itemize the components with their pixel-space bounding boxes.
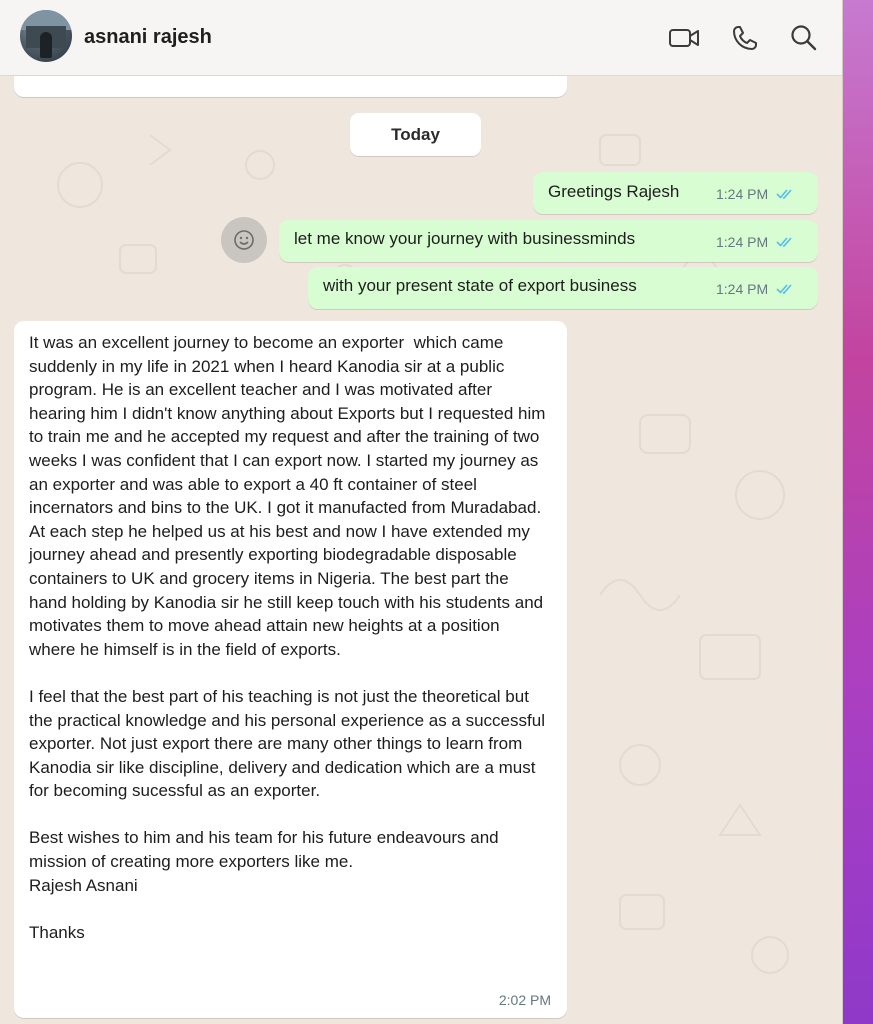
incoming-message-bubble[interactable]: [14, 321, 567, 1018]
contact-avatar[interactable]: [20, 10, 72, 62]
video-call-icon[interactable]: [668, 22, 700, 54]
reaction-emoji-button[interactable]: [221, 217, 267, 263]
message-time: 1:24 PM: [716, 234, 769, 250]
message-text: It was an excellent journey to become an exporter which came suddenly in my life in 2021 when I heard Kanodia sir at a public program. He is an excellent teacher and I was motivated after hearing him I didn't know anything about Exports but I requested him to train me and he accepted my request and after the training of two weeks I was confident that I can export now. I started my journey as an exporter and was able to export a 40 ft container of steel incernators and bins to the UK. I got it manufacted from Muradabad. At each step he helped us at his best and now I have extended my journey ahead and presently exporting biodegradable disposable containers to UK and grocery items in Nigeria. The best part the hand holding by Kanodia sir he still keep touch with his students and motivates them to move ahead attain new heights at a position where he himself is in the field of exports. I feel that the best part of his teaching is not just the theoretical but the practical knowledge and his personal experience as a successful exporter. Not just export there are many other things to learn from Kanodia sir like discipline, delivery and dedication which are a must for becoming sucessful as an exporter. Best wishes to him and his team for his future endeavours and mission of creating more exporters like me. Rajesh Asnani Thanks: [29, 333, 546, 942]
message-time: 2:02 PM: [498, 992, 551, 1008]
message-text: Greetings Rajesh: [548, 182, 680, 201]
message-meta: [716, 281, 796, 298]
search-icon[interactable]: [788, 22, 820, 54]
read-receipt-icon: [776, 187, 796, 203]
message-text: with your present state of export business: [323, 276, 637, 295]
outgoing-message-bubble[interactable]: [308, 267, 818, 309]
message-time: 1:24 PM: [716, 281, 769, 297]
message-text: let me know your journey with businessminds: [294, 229, 636, 248]
outgoing-message-bubble[interactable]: [279, 220, 818, 262]
emoji-icon: [233, 229, 255, 251]
read-receipt-icon: [776, 282, 796, 298]
outgoing-message-bubble[interactable]: [533, 172, 818, 214]
message-list[interactable]: [0, 75, 842, 1024]
chat-header: [0, 0, 842, 76]
message-meta: [716, 234, 796, 251]
date-divider: Today: [350, 113, 481, 156]
contact-name[interactable]: asnani rajesh: [84, 26, 212, 48]
message-meta: [716, 186, 796, 203]
read-receipt-icon: [776, 235, 796, 251]
message-time: 1:24 PM: [716, 186, 769, 202]
voice-call-icon[interactable]: [729, 22, 761, 54]
